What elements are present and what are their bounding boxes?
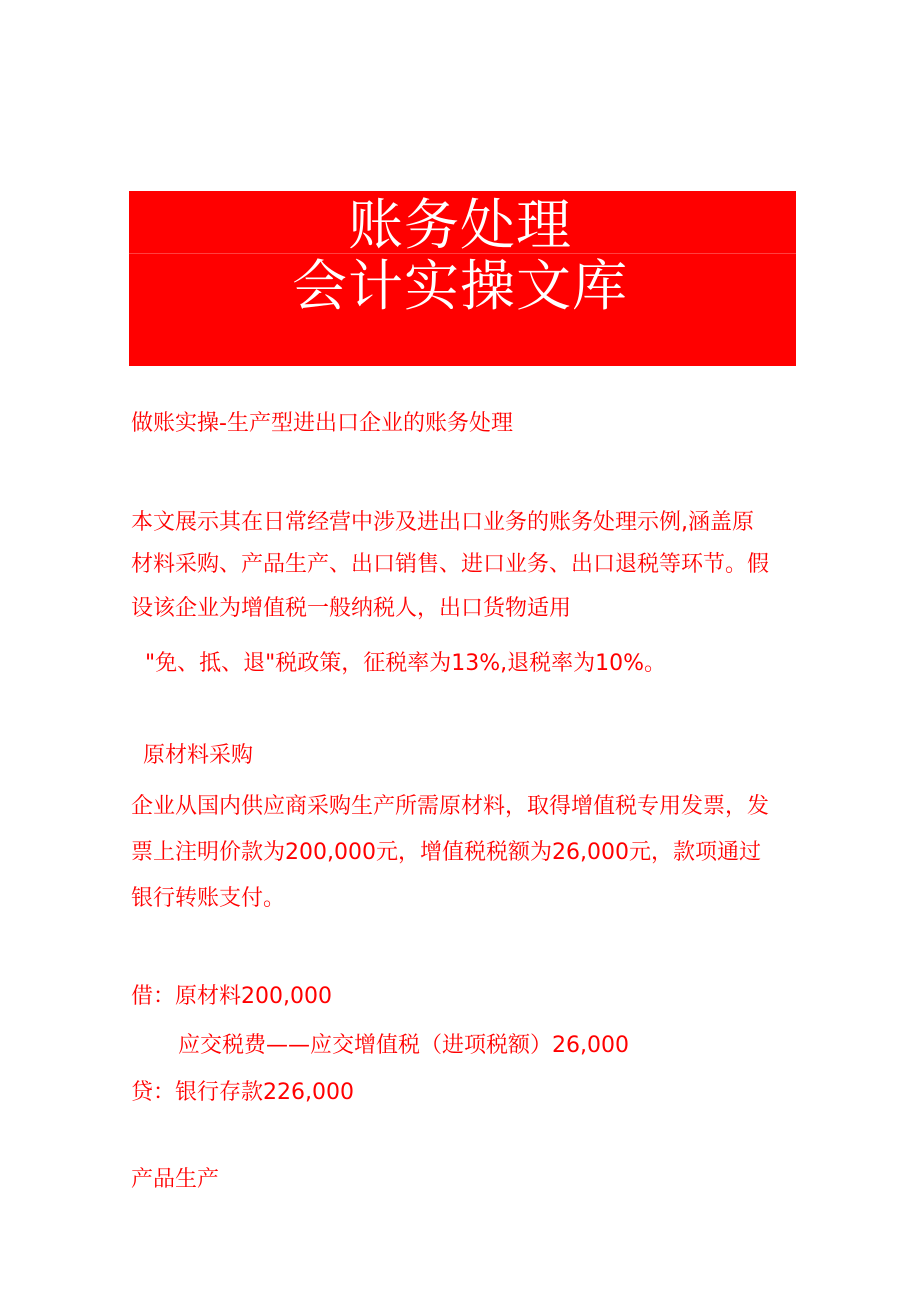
- section1-body-line-2: 票上注明价款为200,000元，增值税税额为26,000元，款项通过: [131, 840, 761, 865]
- intro-line-4: "免、抵、退"税政策，征税率为13%,退税率为10%。: [145, 651, 667, 676]
- section-heading-raw-materials: 原材料采购: [143, 743, 254, 768]
- section-heading-production: 产品生产: [131, 1167, 220, 1192]
- journal-entry-debit-tax: 应交税费——应交增值税（进项税额）26,000: [178, 1033, 629, 1058]
- journal-entry-debit: 借：原材料200,000: [131, 984, 332, 1009]
- intro-line-2: 材料采购、产品生产、出口销售、进口业务、出口退税等环节。假: [131, 552, 770, 577]
- intro-line-1: 本文展示其在日常经营中涉及进出口业务的账务处理示例,涵盖原: [131, 510, 754, 535]
- journal-entry-credit: 贷：银行存款226,000: [131, 1080, 354, 1105]
- banner-title-line-2: 会计实操文库: [291, 254, 628, 318]
- intro-line-3: 设该企业为增值税一般纳税人，出口货物适用: [131, 596, 572, 621]
- section1-body-line-3: 银行转账支付。: [131, 886, 286, 911]
- banner-title-line-1: 账务处理: [347, 193, 572, 257]
- document-subtitle: 做账实操-生产型进出口企业的账务处理: [131, 411, 513, 436]
- section1-body-line-1: 企业从国内供应商采购生产所需原材料，取得增值税专用发票，发: [131, 794, 770, 819]
